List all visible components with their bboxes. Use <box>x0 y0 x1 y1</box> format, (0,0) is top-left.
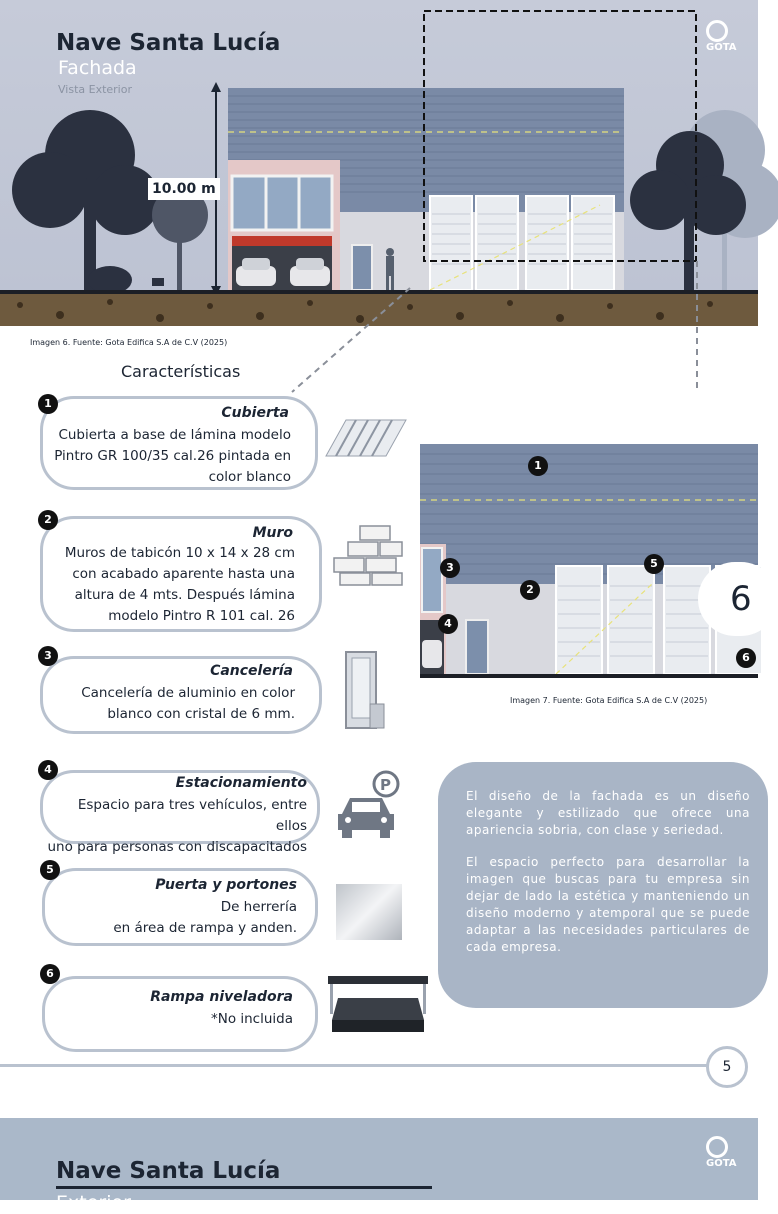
view-label: Vista Exterior <box>58 83 132 96</box>
features-title: Características <box>121 362 241 381</box>
brand-logo: GOTA <box>706 20 758 53</box>
svg-text:P: P <box>380 776 391 794</box>
feature-card-estacionamiento <box>40 770 320 855</box>
brand-logo: GOTA <box>706 1136 758 1169</box>
feature-description: Espacio para tres vehículos, entre ellos uno para personas con discapacitados <box>47 797 307 855</box>
feature-title: Puerta y portones <box>155 877 297 893</box>
feature-card-puerta-portones <box>42 868 318 946</box>
marker-3: 3 <box>440 558 460 578</box>
next-page-subtitle: Exterior <box>56 1192 131 1214</box>
roof-sheet-icon <box>322 416 410 460</box>
height-dimension-label: 10.00 m <box>148 178 220 200</box>
section-tab-number: 6 <box>698 562 778 636</box>
next-page-preview <box>0 1118 758 1214</box>
feature-description: De herrería en área de rampa y anden. <box>113 899 297 936</box>
facade-detail-image <box>420 444 758 678</box>
parking-car-icon <box>334 768 406 840</box>
feature-number: 3 <box>38 646 58 666</box>
feature-description: Muros de tabicón 10 x 14 x 28 cm con acabado aparente hasta una altura de 4 mts. Después lámina modelo Pintro R 101 cal. 26 <box>64 545 295 624</box>
marker-6: 6 <box>736 648 756 668</box>
marker-4: 4 <box>438 614 458 634</box>
feature-title: Estacionamiento <box>175 775 307 791</box>
aluminum-frame-icon <box>340 648 390 732</box>
page-divider <box>0 1064 712 1067</box>
description-box <box>438 762 768 1008</box>
feature-card-canceleria <box>40 656 322 734</box>
feature-number: 2 <box>38 510 58 530</box>
next-page-title: Nave Santa Lucía <box>56 1158 281 1184</box>
dock-leveler-icon <box>326 974 430 1036</box>
steel-sheet-icon <box>336 884 402 940</box>
brick-block-icon <box>330 518 406 586</box>
marker-1: 1 <box>528 456 548 476</box>
page-title: Nave Santa Lucía <box>56 30 281 56</box>
marker-5: 5 <box>644 554 664 574</box>
feature-description: *No incluida <box>210 1011 293 1027</box>
page-number: 5 <box>706 1046 748 1088</box>
title-underline <box>56 1186 432 1189</box>
feature-card-cubierta <box>40 396 318 490</box>
logo-icon <box>706 1136 728 1158</box>
feature-card-rampa <box>42 976 318 1052</box>
feature-card-muro <box>40 516 322 632</box>
feature-number: 4 <box>38 760 58 780</box>
feature-description: Cancelería de aluminio en color blanco con cristal de 6 mm. <box>81 685 295 722</box>
feature-number: 1 <box>38 394 58 414</box>
description-paragraph: El diseño de la fachada es un diseño elegante y estilizado que ofrece una apariencia sobria, con clase y seriedad. <box>466 789 750 837</box>
feature-title: Cancelería <box>210 663 293 679</box>
feature-title: Muro <box>252 525 293 541</box>
feature-number: 5 <box>40 860 60 880</box>
image6-caption: Imagen 6. Fuente: Gota Edifica S.A de C.V (2025) <box>30 338 228 347</box>
marker-2: 2 <box>520 580 540 600</box>
connector-lines <box>0 0 758 460</box>
page-subtitle: Fachada <box>58 57 137 79</box>
image7-caption: Imagen 7. Fuente: Gota Edifica S.A de C.V (2025) <box>510 696 708 705</box>
feature-description: Cubierta a base de lámina modelo Pintro GR 100/35 cal.26 pintada en color blanco <box>54 427 291 485</box>
feature-number: 6 <box>40 964 60 984</box>
feature-title: Cubierta <box>221 405 289 421</box>
description-paragraph: El espacio perfecto para desarrollar la imagen que buscas para tu empresa sin dejar de lado la estética y manteniendo un diseño moderno y atemporal que se puede adaptar a las necesidades particulares de cada empresa. <box>466 855 750 954</box>
feature-title: Rampa niveladora <box>150 989 293 1005</box>
